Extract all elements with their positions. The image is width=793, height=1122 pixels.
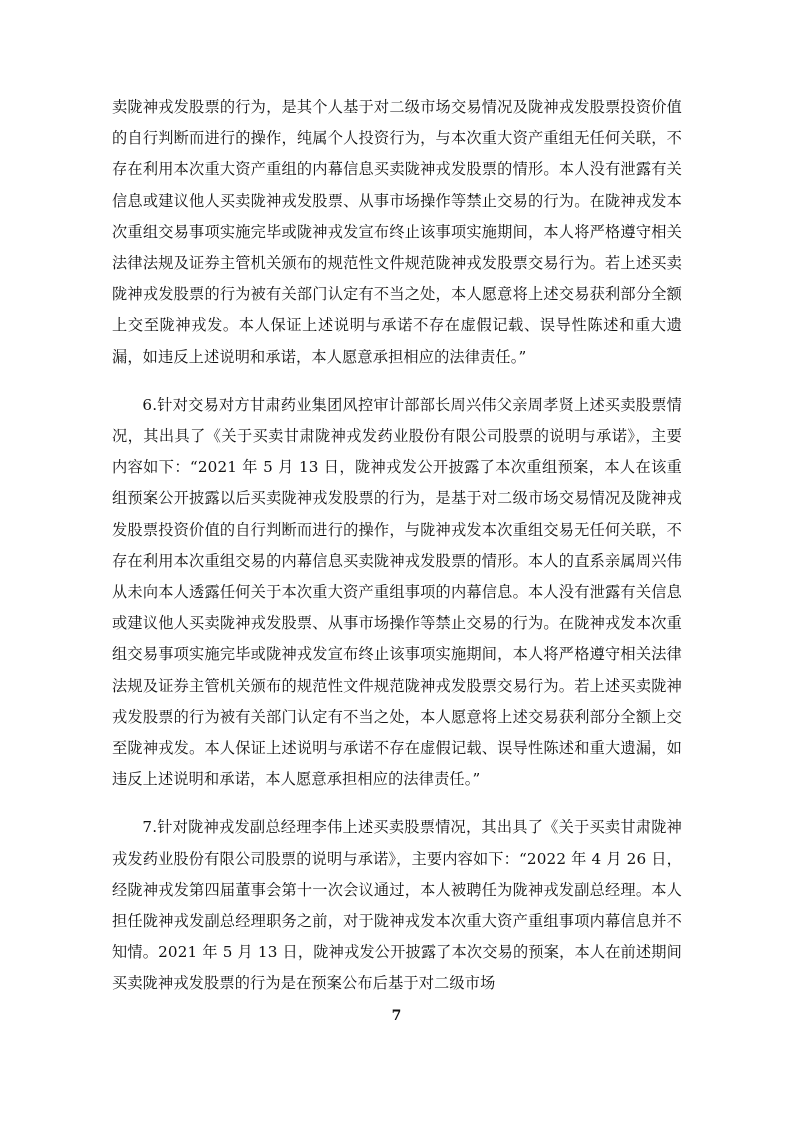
paragraph-item-7: 7.针对陇神戎发副总经理李伟上述买卖股票情况，其出具了《关于买卖甘肃陇神戎发药业股份有限公司股票的说明与承诺》，主要内容如下：“2022 年 4 月 26 日，经陇神戎发第四届董事会第十一次会议通过，本人被聘任为陇神戎发副总经理。本人担任陇神戎发副总经理职务之前，对于陇神戎发本次重大资产重组事项内幕信息并不知情。2021 年 5 月 13 日，陇神戎发公开披露了本次交易的预案，本人在前述期间买卖陇神戎发股票的行为是在预案公布后基于对二级市场	[112, 818, 682, 993]
paragraph-item-6: 6.针对交易对方甘肃药业集团风控审计部部长周兴伟父亲周孝贤上述买卖股票情况，其出具了《关于买卖甘肃陇神戎发药业股份有限公司股票的说明与承诺》，主要内容如下：“2021 年 5 月 13 日，陇神戎发公开披露了本次重组预案，本人在该重组预案公开披露以后买卖陇神戎发股票的行为，是基于对二级市场交易情况及陇神戎发股票投资价值的自行判断而进行的操作，与陇神戎发本次重组交易无任何关联，不存在利用本次重组交易的内幕信息买卖陇神戎发股票的情形。本人的直系亲属周兴伟从未向本人透露任何关于本次重大资产重组事项的内幕信息。本人没有泄露有关信息或建议他人买卖陇神戎发股票、从事市场操作等禁止交易的行为。在陇神戎发本次重组交易事项实施完毕或陇神戎发宣布终止该事项实施期间，本人将严格遵守相关法律法规及证券主管机关颁布的规范性文件规范陇神戎发股票交易行为。若上述买卖陇神戎发股票的行为被有关部门认定有不当之处，本人愿意将上述交易获利部分全额上交至陇神戎发。本人保证上述说明与承诺不存在虚假记载、误导性陈述和重大遗漏，如违反上述说明和承诺，本人愿意承担相应的法律责任。”	[112, 395, 682, 789]
page-body	[112, 92, 682, 1000]
page-number: 7	[391, 1008, 402, 1024]
paragraph-continued: 卖陇神戎发股票的行为，是其个人基于对二级市场交易情况及陇神戎发股票投资价值的自行判断而进行的操作，纯属个人投资行为，与本次重大资产重组无任何关联，不存在利用本次重大资产重组的内幕信息买卖陇神戎发股票的情形。本人没有泄露有关信息或建议他人买卖陇神戎发股票、从事市场操作等禁止交易的行为。在陇神戎发本次重组交易事项实施完毕或陇神戎发宣布终止该事项实施期间，本人将严格遵守相关法律法规及证券主管机关颁布的规范性文件规范陇神戎发股票交易行为。若上述买卖陇神戎发股票的行为被有关部门认定有不当之处，本人愿意将上述交易获利部分全额上交至陇神戎发。本人保证上述说明与承诺不存在虚假记载、误导性陈述和重大遗漏，如违反上述说明和承诺，本人愿意承担相应的法律责任。”	[112, 98, 682, 366]
